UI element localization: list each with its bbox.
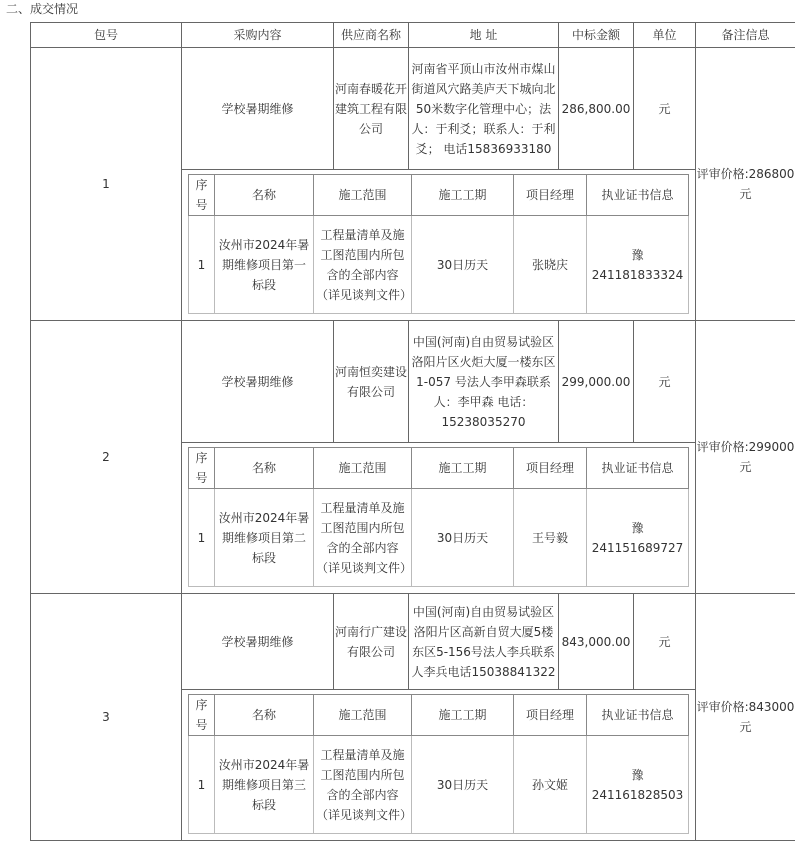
package-row [31,321,795,443]
detail-seq: 1 [189,489,215,587]
remark: 评审价格:843000元 [696,594,795,841]
detail-header-row [189,448,689,489]
amount-unit: 元 [634,594,696,690]
detail-header-name: 名称 [215,175,314,216]
detail-cert: 豫241151689727 [587,489,689,587]
header-pkg: 包号 [31,23,182,48]
award-amount: 286,800.00 [559,48,634,170]
detail-period: 30日历天 [412,489,514,587]
supplier-address: 中国(河南)自由贸易试验区洛阳片区高新自贸大厦5楼东区5-156号法人李兵联系人李兵电话15038841322 [409,594,559,690]
detail-period: 30日历天 [412,216,514,314]
header-address: 地 址 [409,23,559,48]
section-title: 二、成交情况 [6,1,78,17]
award-table [30,22,795,841]
supplier-address: 河南省平顶山市汝州市煤山街道风穴路美庐天下城向北50米数字化管理中心；法人：于利爻；联系人：于利爻； 电话15836933180 [409,48,559,170]
detail-header-period: 施工工期 [412,175,514,216]
detail-period: 30日历天 [412,736,514,834]
detail-manager: 王号毅 [514,489,587,587]
detail-header-cert: 执业证书信息 [587,175,689,216]
detail-cert: 豫241181833324 [587,216,689,314]
detail-scope: 工程量清单及施工图范围内所包含的全部内容（详见谈判文件） [314,736,412,834]
amount-unit: 元 [634,48,696,170]
header-amount: 中标金额 [559,23,634,48]
purchase-content: 学校暑期维修 [182,48,334,170]
award-amount: 843,000.00 [559,594,634,690]
detail-seq: 1 [189,736,215,834]
detail-row [189,736,689,834]
package-row [31,594,795,690]
detail-header-manager: 项目经理 [514,695,587,736]
package-number: 2 [31,321,182,594]
detail-name: 汝州市2024年暑期维修项目第三标段 [215,736,314,834]
amount-unit: 元 [634,321,696,443]
detail-header-scope: 施工范围 [314,175,412,216]
section-detail-table [188,174,689,314]
detail-header-seq: 序号 [189,175,215,216]
detail-manager: 孙文姬 [514,736,587,834]
detail-row [189,489,689,587]
supplier-name: 河南恒奕建设有限公司 [334,321,409,443]
header-row [31,23,795,48]
detail-header-period: 施工工期 [412,448,514,489]
detail-cert: 豫241161828503 [587,736,689,834]
detail-seq: 1 [189,216,215,314]
detail-row [189,216,689,314]
detail-header-period: 施工工期 [412,695,514,736]
award-amount: 299,000.00 [559,321,634,443]
remark: 评审价格:299000元 [696,321,795,594]
detail-header-cert: 执业证书信息 [587,695,689,736]
detail-header-manager: 项目经理 [514,175,587,216]
detail-header-name: 名称 [215,695,314,736]
package-number: 3 [31,594,182,841]
supplier-address: 中国(河南)自由贸易试验区洛阳片区火炬大厦一楼东区1-057 号法人李甲森联系人：李甲森 电话：15238035270 [409,321,559,443]
package-row [31,48,795,170]
package-detail-cell [182,443,696,594]
purchase-content: 学校暑期维修 [182,321,334,443]
detail-header-manager: 项目经理 [514,448,587,489]
package-detail-cell [182,170,696,321]
detail-header-seq: 序号 [189,695,215,736]
section-detail-table [188,694,689,834]
header-content: 采购内容 [182,23,334,48]
detail-name: 汝州市2024年暑期维修项目第一标段 [215,216,314,314]
detail-header-seq: 序号 [189,448,215,489]
detail-scope: 工程量清单及施工图范围内所包含的全部内容（详见谈判文件） [314,216,412,314]
section-detail-table [188,447,689,587]
detail-header-row [189,695,689,736]
detail-scope: 工程量清单及施工图范围内所包含的全部内容（详见谈判文件） [314,489,412,587]
supplier-name: 河南春暖花开建筑工程有限公司 [334,48,409,170]
detail-manager: 张晓庆 [514,216,587,314]
detail-header-name: 名称 [215,448,314,489]
remark: 评审价格:286800元 [696,48,795,321]
package-number: 1 [31,48,182,321]
detail-name: 汝州市2024年暑期维修项目第二标段 [215,489,314,587]
detail-header-scope: 施工范围 [314,448,412,489]
supplier-name: 河南行广建设有限公司 [334,594,409,690]
detail-header-cert: 执业证书信息 [587,448,689,489]
detail-header-row [189,175,689,216]
header-remark: 备注信息 [696,23,795,48]
header-unit: 单位 [634,23,696,48]
purchase-content: 学校暑期维修 [182,594,334,690]
detail-header-scope: 施工范围 [314,695,412,736]
header-supplier: 供应商名称 [334,23,409,48]
